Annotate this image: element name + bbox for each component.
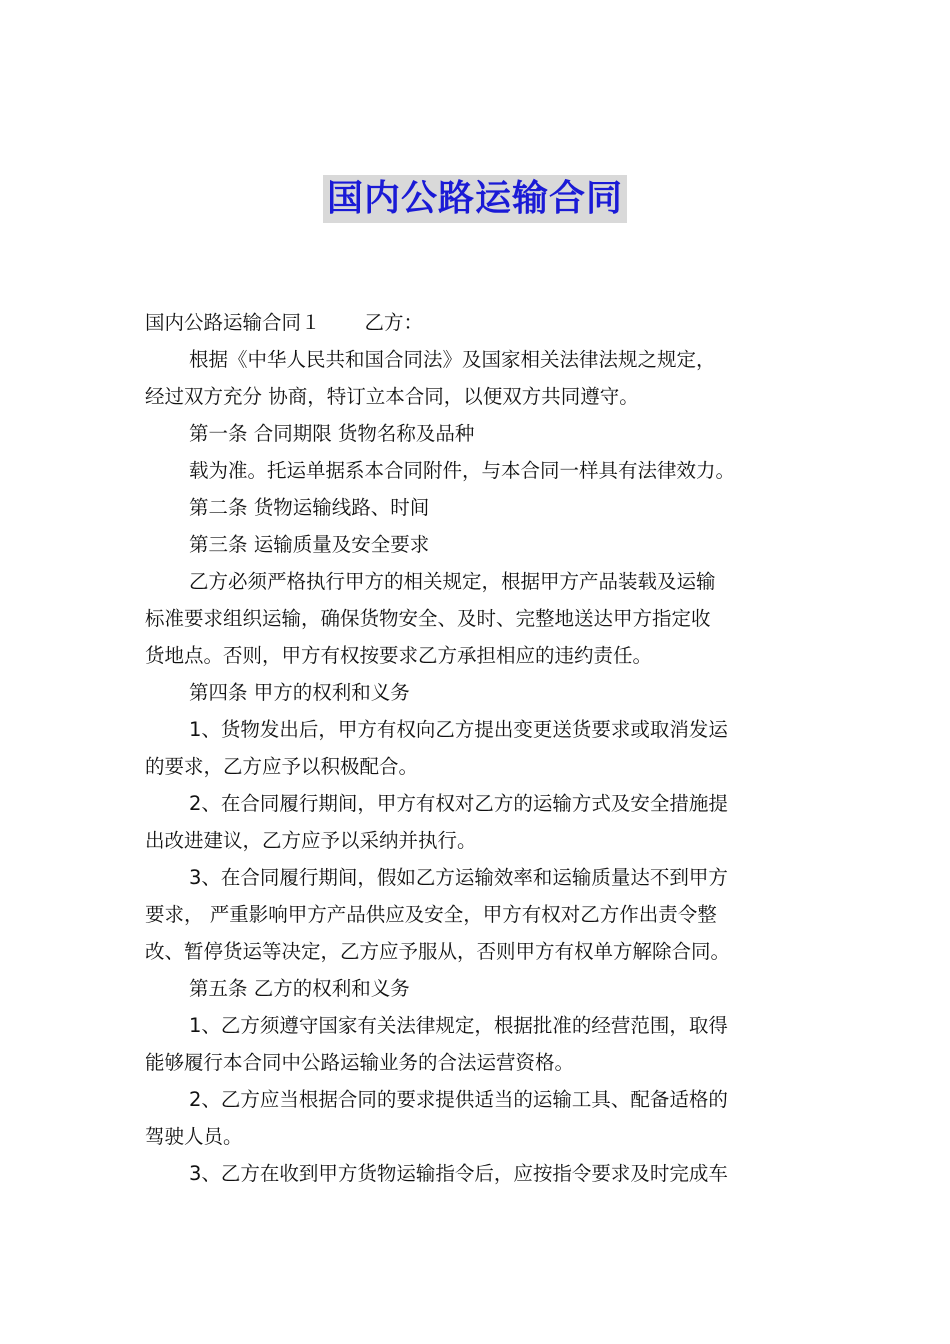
document-title: 国内公路运输合同 bbox=[323, 175, 627, 223]
body-line: 1、乙方须遵守国家有关法律规定，根据批准的经营范围，取得 bbox=[189, 1014, 728, 1037]
body-line: 载为准。托运单据系本合同附件，与本合同一样具有法律效力。 bbox=[189, 459, 736, 482]
article-heading: 第一条 合同期限 货物名称及品种 bbox=[189, 422, 475, 445]
body-line: 3、在合同履行期间，假如乙方运输效率和运输质量达不到甲方 bbox=[189, 866, 728, 889]
body-line: 1、货物发出后，甲方有权向乙方提出变更送货要求或取消发运 bbox=[189, 718, 728, 741]
body-line: 经过双方充分 协商，特订立本合同，以便双方共同遵守。 bbox=[145, 385, 639, 408]
body-line: 2、在合同履行期间，甲方有权对乙方的运输方式及安全措施提 bbox=[189, 792, 728, 815]
body-line: 根据《中华人民共和国合同法》及国家相关法律法规之规定， bbox=[189, 348, 716, 371]
body-line: 要求， 严重影响甲方产品供应及安全，甲方有权对乙方作出责令整 bbox=[145, 903, 717, 926]
party-b-label: 乙方： bbox=[364, 311, 424, 334]
body-line: 2、乙方应当根据合同的要求提供适当的运输工具、配备适格的 bbox=[189, 1088, 728, 1111]
contract-heading-line bbox=[145, 304, 809, 341]
body-line: 能够履行本合同中公路运输业务的合法运营资格。 bbox=[145, 1051, 575, 1074]
article-heading: 第四条 甲方的权利和义务 bbox=[189, 681, 410, 704]
body-line: 驾驶人员。 bbox=[145, 1125, 243, 1148]
body-line: 标准要求组织运输，确保货物安全、及时、完整地送达甲方指定收 bbox=[145, 607, 711, 630]
body-line: 出改进建议，乙方应予以采纳并执行。 bbox=[145, 829, 477, 852]
article-heading: 第五条 乙方的权利和义务 bbox=[189, 977, 410, 1000]
contract-number-label: 国内公路运输合同１ bbox=[145, 311, 321, 334]
body-line: 的要求，乙方应予以积极配合。 bbox=[145, 755, 419, 778]
body-line: 改、暂停货运等决定，乙方应予服从，否则甲方有权单方解除合同。 bbox=[145, 940, 731, 963]
article-heading: 第三条 运输质量及安全要求 bbox=[189, 533, 430, 556]
body-line: 货地点。否则，甲方有权按要求乙方承担相应的违约责任。 bbox=[145, 644, 653, 667]
title-container bbox=[0, 175, 950, 223]
article-heading: 第二条 货物运输线路、时间 bbox=[189, 496, 430, 519]
document-body bbox=[145, 304, 809, 1192]
body-line: 乙方必须严格执行甲方的相关规定，根据甲方产品装载及运输 bbox=[189, 570, 716, 593]
body-line: 3、乙方在收到甲方货物运输指令后，应按指令要求及时完成车 bbox=[189, 1162, 728, 1185]
